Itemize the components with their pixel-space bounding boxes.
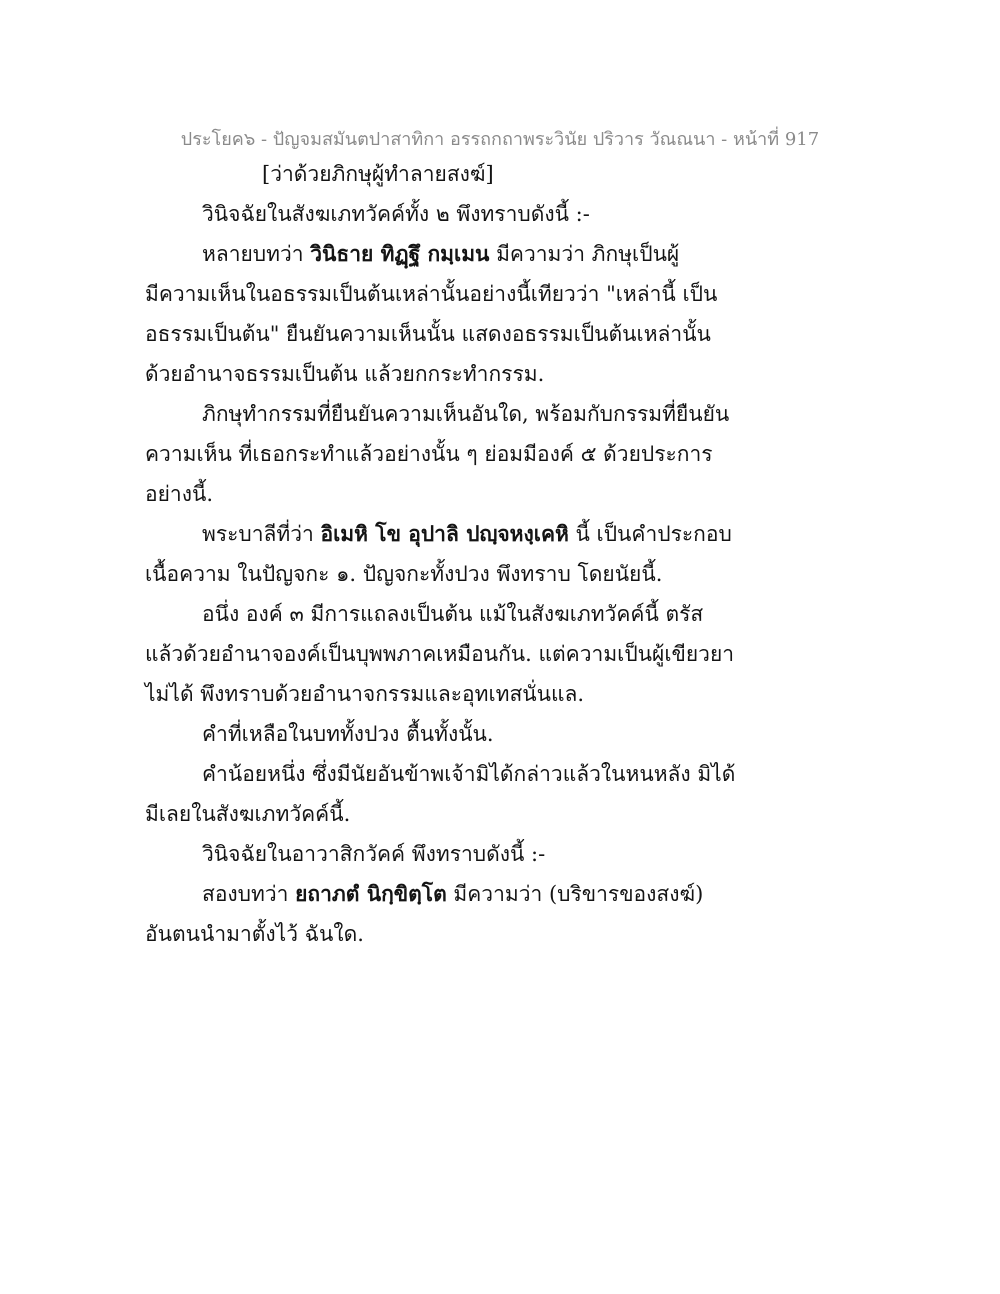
- text-span: มีความว่า (บริขารของสงฆ์): [446, 882, 704, 906]
- text-line: แล้วด้วยอำนาจองค์เป็นบุพพภาคเหมือนกัน. แต่ความเป็นผู้เขียวยา: [145, 642, 735, 666]
- section-title: [ว่าด้วยภิกษุผู้ทำลายสงฆ์]: [262, 162, 494, 186]
- text-line: ความเห็น ที่เธอกระทำแล้วอย่างนั้น ๆ ย่อมมีองค์ ๕ ด้วยประการ: [145, 442, 713, 466]
- pali-term: ยถาภตํ นิกฺขิตฺโต: [295, 881, 447, 906]
- text-line: [202, 520, 732, 548]
- text-line: วินิจฉัยในสังฆเภทวัคค์ทั้ง ๒ พึงทราบดังนี้ :-: [202, 202, 590, 226]
- text-span: สองบทว่า: [202, 882, 296, 906]
- text-line: มีเลยในสังฆเภทวัคค์นี้.: [145, 802, 351, 826]
- text-line: เนื้อความ ในปัญจกะ ๑. ปัญจกะทั้งปวง พึงทราบ โดยนัยนี้.: [145, 562, 663, 586]
- text-line: มีความเห็นในอธรรมเป็นต้นเหล่านั้นอย่างนี้เทียวว่า "เหล่านี้ เป็น: [145, 282, 718, 306]
- text-line: [202, 240, 679, 268]
- text-line: อนึ่ง องค์ ๓ มีการแถลงเป็นต้น แม้ในสังฆเภทวัคค์นี้ ตรัส: [202, 602, 704, 626]
- text-line: วินิจฉัยในอาวาสิกวัคค์ พึงทราบดังนี้ :-: [202, 842, 546, 866]
- text-line: อันตนนำมาตั้งไว้ ฉันใด.: [145, 922, 364, 946]
- text-line: ภิกษุทำกรรมที่ยืนยันความเห็นอันใด, พร้อมกับกรรมที่ยืนยัน: [202, 402, 730, 426]
- text-line: คำที่เหลือในบททั้งปวง ตื้นทั้งนั้น.: [202, 722, 494, 746]
- text-line: อย่างนี้.: [145, 482, 213, 506]
- text-line: คำน้อยหนึ่ง ซึ่งมีนัยอันข้าพเจ้ามิได้กล่าวแล้วในหนหลัง มิได้: [202, 762, 736, 786]
- text-span: มีความว่า ภิกษุเป็นผู้: [489, 242, 680, 266]
- pali-term: อิเมหิ โข อุปาลิ ปญฺจหงฺเคหิ: [320, 521, 569, 546]
- text-line: [202, 880, 703, 908]
- text-span: หลายบทว่า: [202, 242, 311, 266]
- text-line: ด้วยอำนาจธรรมเป็นต้น แล้วยกกระทำกรรม.: [145, 362, 545, 386]
- pali-term: วินิธาย ทิฏฺฐึ กมฺเมน: [310, 241, 490, 266]
- page-header: ประโยค๖ - ปัญจมสมันตปาสาทิกา อรรถกถาพระวินัย ปริวาร วัณณนา - หน้าที่ 917: [180, 129, 820, 150]
- text-span: พระบาลีที่ว่า: [202, 522, 321, 546]
- text-line: ไม่ได้ พึงทราบด้วยอำนาจกรรมและอุทเทสนั่นแล.: [145, 682, 585, 706]
- text-line: อธรรมเป็นต้น" ยืนยันความเห็นนั้น แสดงอธรรมเป็นต้นเหล่านั้น: [145, 322, 711, 346]
- text-span: นี้ เป็นคำประกอบ: [568, 522, 732, 546]
